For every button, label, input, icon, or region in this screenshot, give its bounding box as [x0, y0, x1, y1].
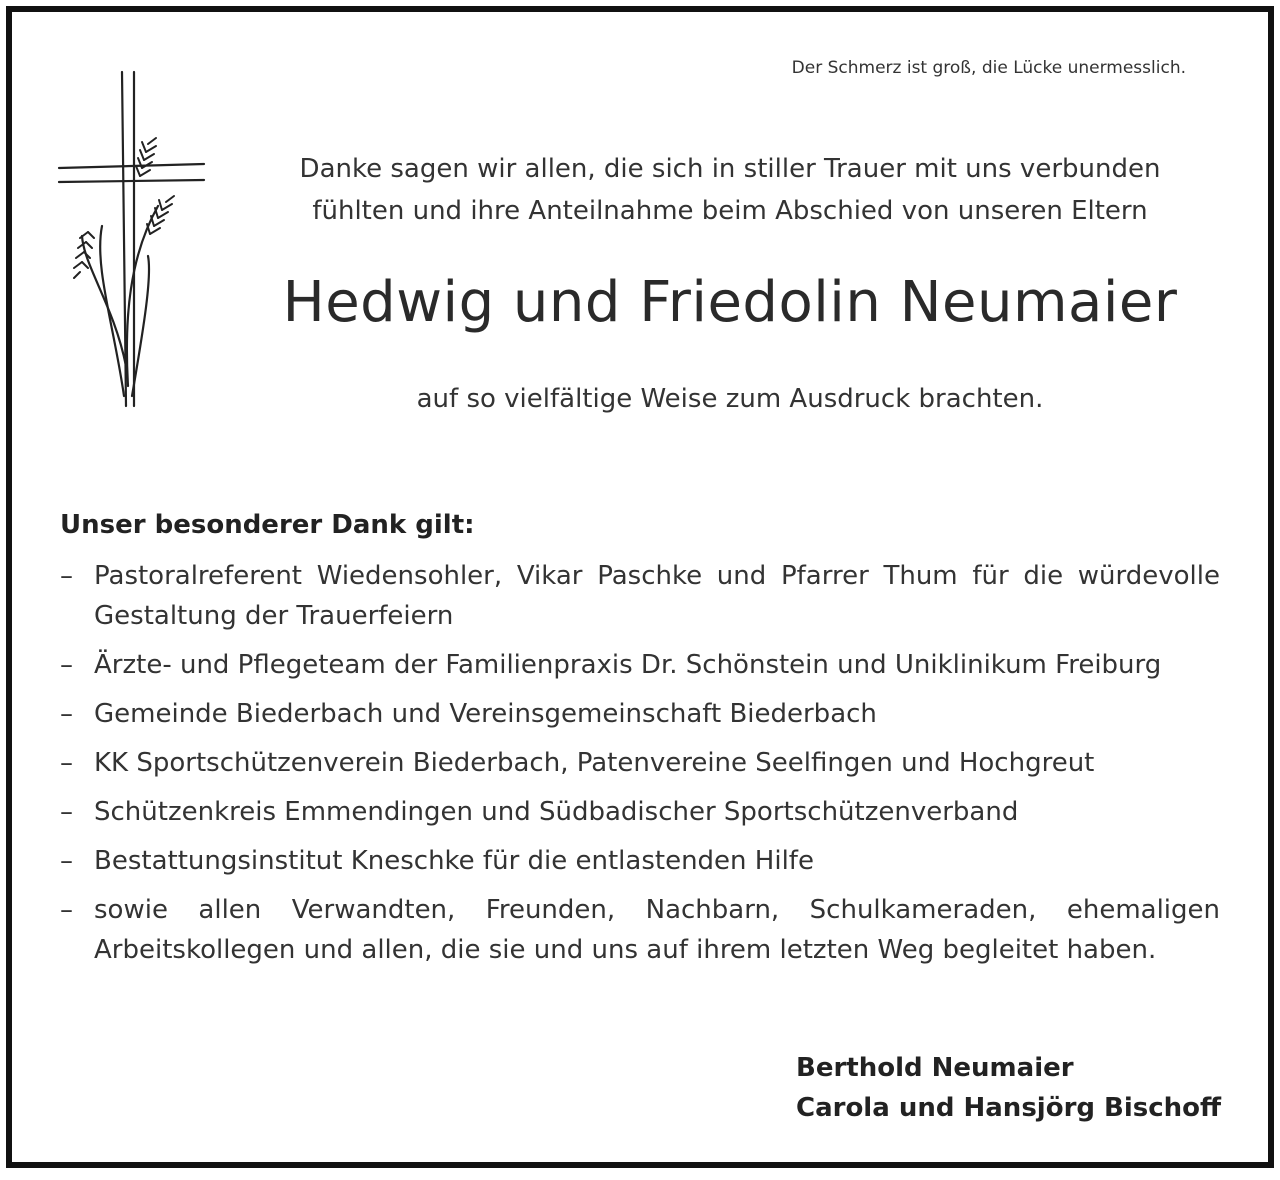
intro-line: Danke sagen wir allen, die sich in stiller Trauer mit uns verbunden	[299, 154, 1161, 184]
list-item	[60, 556, 1220, 636]
cross-with-wheat-icon	[54, 66, 214, 412]
deceased-names: Hedwig und Friedolin Neumaier	[282, 270, 1178, 335]
list-item	[60, 694, 1220, 734]
dash-bullet: –	[60, 895, 73, 925]
dash-bullet: –	[60, 650, 73, 680]
signature-block	[796, 1048, 1221, 1128]
list-item	[60, 841, 1220, 881]
dash-bullet: –	[60, 748, 73, 778]
signer-name: Carola und Hansjörg Bischoff	[796, 1093, 1222, 1123]
list-item	[60, 645, 1220, 685]
intro-line: fühlten und ihre Anteilnahme beim Abschied von unseren Eltern	[312, 196, 1148, 226]
thanks-list	[60, 556, 1220, 979]
list-item	[60, 743, 1220, 783]
motto: Der Schmerz ist groß, die Lücke unermesslich.	[791, 58, 1186, 78]
list-item-text: Gemeinde Biederbach und Vereinsgemeinschaft Biederbach	[94, 699, 877, 729]
list-item	[60, 890, 1220, 970]
dash-bullet: –	[60, 561, 73, 591]
list-item-text: Schützenkreis Emmendingen und Südbadischer Sportschützenverband	[94, 797, 1019, 827]
dash-bullet: –	[60, 797, 73, 827]
list-item	[60, 792, 1220, 832]
closing-text: auf so vielfältige Weise zum Ausdruck brachten.	[416, 384, 1044, 414]
list-item-text: KK Sportschützenverein Biederbach, Patenvereine Seelfingen und Hochgreut	[94, 748, 1095, 778]
list-item-text: Bestattungsinstitut Kneschke für die entlastenden Hilfe	[94, 846, 814, 876]
list-item-text: sowie allen Verwandten, Freunden, Nachbarn, Schulkameraden, ehemaligen Arbeitskollegen und allen, die sie und uns auf ihrem letzten Weg begleitet haben.	[94, 895, 1220, 965]
dash-bullet: –	[60, 846, 73, 876]
intro-text	[240, 148, 1220, 232]
list-item-text: Pastoralreferent Wiedensohler, Vikar Paschke und Pfarrer Thum für die würdevolle Gestaltung der Trauerfeiern	[94, 561, 1220, 631]
list-item-text: Ärzte- und Pflegeteam der Familienpraxis Dr. Schönstein und Uniklinikum Freiburg	[94, 650, 1162, 680]
thanks-heading: Unser besonderer Dank gilt:	[60, 510, 475, 540]
signer-name: Berthold Neumaier	[796, 1053, 1074, 1083]
dash-bullet: –	[60, 699, 73, 729]
